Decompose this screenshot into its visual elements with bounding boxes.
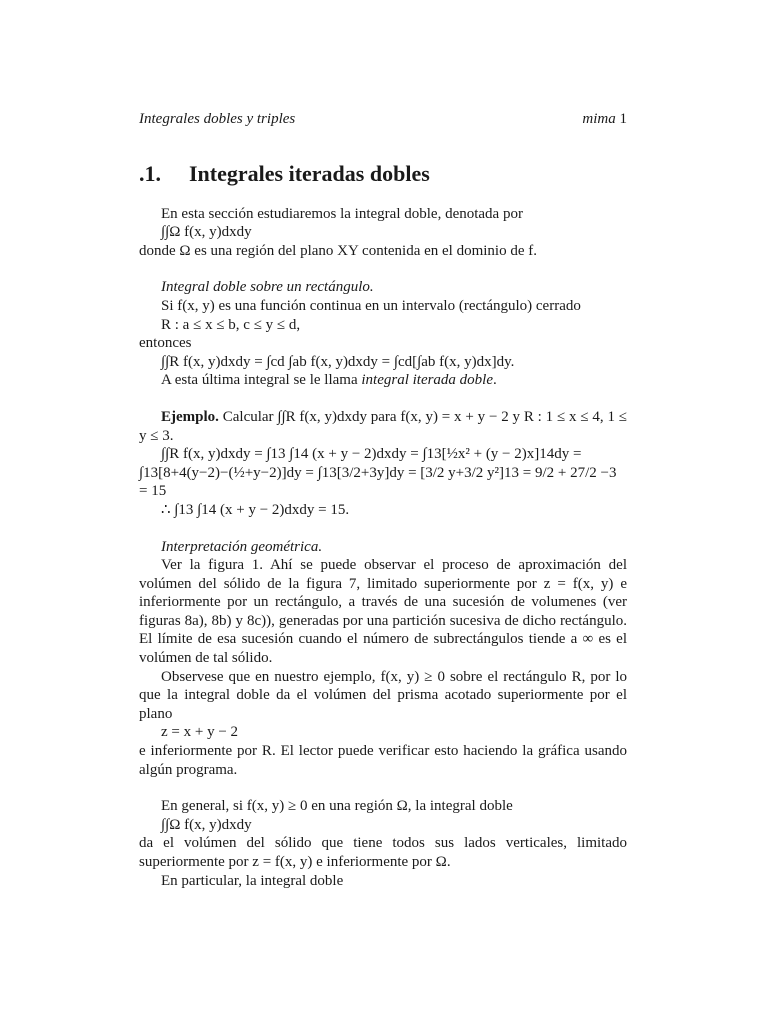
example-solution-1: ∫∫R f(x, y)dxdy = ∫13 ∫14 (x + y − 2)dxdy = ∫13[½x² + (y − 2)x]14dy = <box>161 446 582 463</box>
section-title: Integrales iteradas dobles <box>189 160 430 186</box>
intro-line: En esta sección estudiaremos la integral doble, denotada por <box>161 205 523 222</box>
example-label: Ejemplo. <box>161 408 219 425</box>
rect-line-4 <box>139 371 627 390</box>
example-statement <box>139 408 627 445</box>
subheading-geometric: Interpretación geométrica. <box>161 538 323 555</box>
observation-formula: z = x + y − 2 <box>161 724 239 741</box>
page <box>139 110 627 890</box>
general-paragraph: da el volúmen del sólido que tiene todos sus lados verticales, limitado superiormente por z = f(x, y) e inferiormente por Ω. <box>139 835 627 870</box>
rect-line-1: Si f(x, y) es una función continua en un intervalo (rectángulo) cerrado <box>161 297 581 314</box>
last-line: En particular, la integral doble <box>161 872 344 889</box>
page-number: 1 <box>619 111 627 127</box>
observation-paragraph: Observese que en nuestro ejemplo, f(x, y) ≥ 0 sobre el rectángulo R, por lo que la integral doble da el volúmen del prisma acotado superiormente por el plano <box>139 668 627 722</box>
geometric-paragraph: Ver la figura 1. Ahí se puede observar el proceso de aproximación del volúmen del sólido de la figura 7, limitado superiormente por z = f(x, y) e inferiormente por un rectángulo, a través de una sucesión de volumenes (ver figuras 8a), 8b) y 8c)), generadas por una partición sucesiva de dicho rectángulo. El límite de esa sucesión cuando el número de subrectángulos tiende a ∞ es el volúmen de tal sólido. <box>139 557 627 667</box>
example-solution-3: ∴ ∫13 ∫14 (x + y − 2)dxdy = 15. <box>161 501 350 518</box>
intro-line-2: donde Ω es una región del plano XY contenida en el dominio de f. <box>139 242 537 259</box>
rect-formula: ∫∫R f(x, y)dxdy = ∫cd ∫ab f(x, y)dxdy = ∫cd[∫ab f(x, y)dx]dy. <box>161 353 515 370</box>
general-line: En general, si f(x, y) ≥ 0 en una región Ω, la integral doble <box>161 798 513 815</box>
example-solution-2: ∫13[8+4(y−2)−(½+y−2)]dy = ∫13[3/2+3y]dy = [3/2 y+3/2 y²]13 = 9/2 + 27/2 −3 = 15 <box>139 464 617 500</box>
header-left: Integrales dobles y triples <box>139 111 296 127</box>
rect-line-2: R : a ≤ x ≤ b, c ≤ y ≤ d, <box>161 316 301 333</box>
rect-line-4-post: . <box>493 372 497 389</box>
example-text: Calcular ∫∫R f(x, y)dxdy para f(x, y) = x + y − 2 y R : 1 ≤ x ≤ 4, 1 ≤ y ≤ 3. <box>139 408 627 444</box>
running-header <box>139 110 627 129</box>
header-right <box>582 110 627 129</box>
general-formula: ∫∫Ω f(x, y)dxdy <box>161 816 252 833</box>
observation-line-2: e inferiormente por R. El lector puede verificar esto haciendo la gráfica usando algún programa. <box>139 743 627 778</box>
section-heading <box>139 161 627 187</box>
rect-line-4-pre: A esta última integral se le llama <box>161 372 362 389</box>
intro-formula: ∫∫Ω f(x, y)dxdy <box>161 224 252 241</box>
rect-line-3: entonces <box>139 335 192 352</box>
rect-line-4-em: integral iterada doble <box>361 372 494 389</box>
header-right-label: mima <box>582 111 616 127</box>
subheading-rectangle: Integral doble sobre un rectángulo. <box>161 279 374 296</box>
section-number: .1. <box>139 160 161 186</box>
